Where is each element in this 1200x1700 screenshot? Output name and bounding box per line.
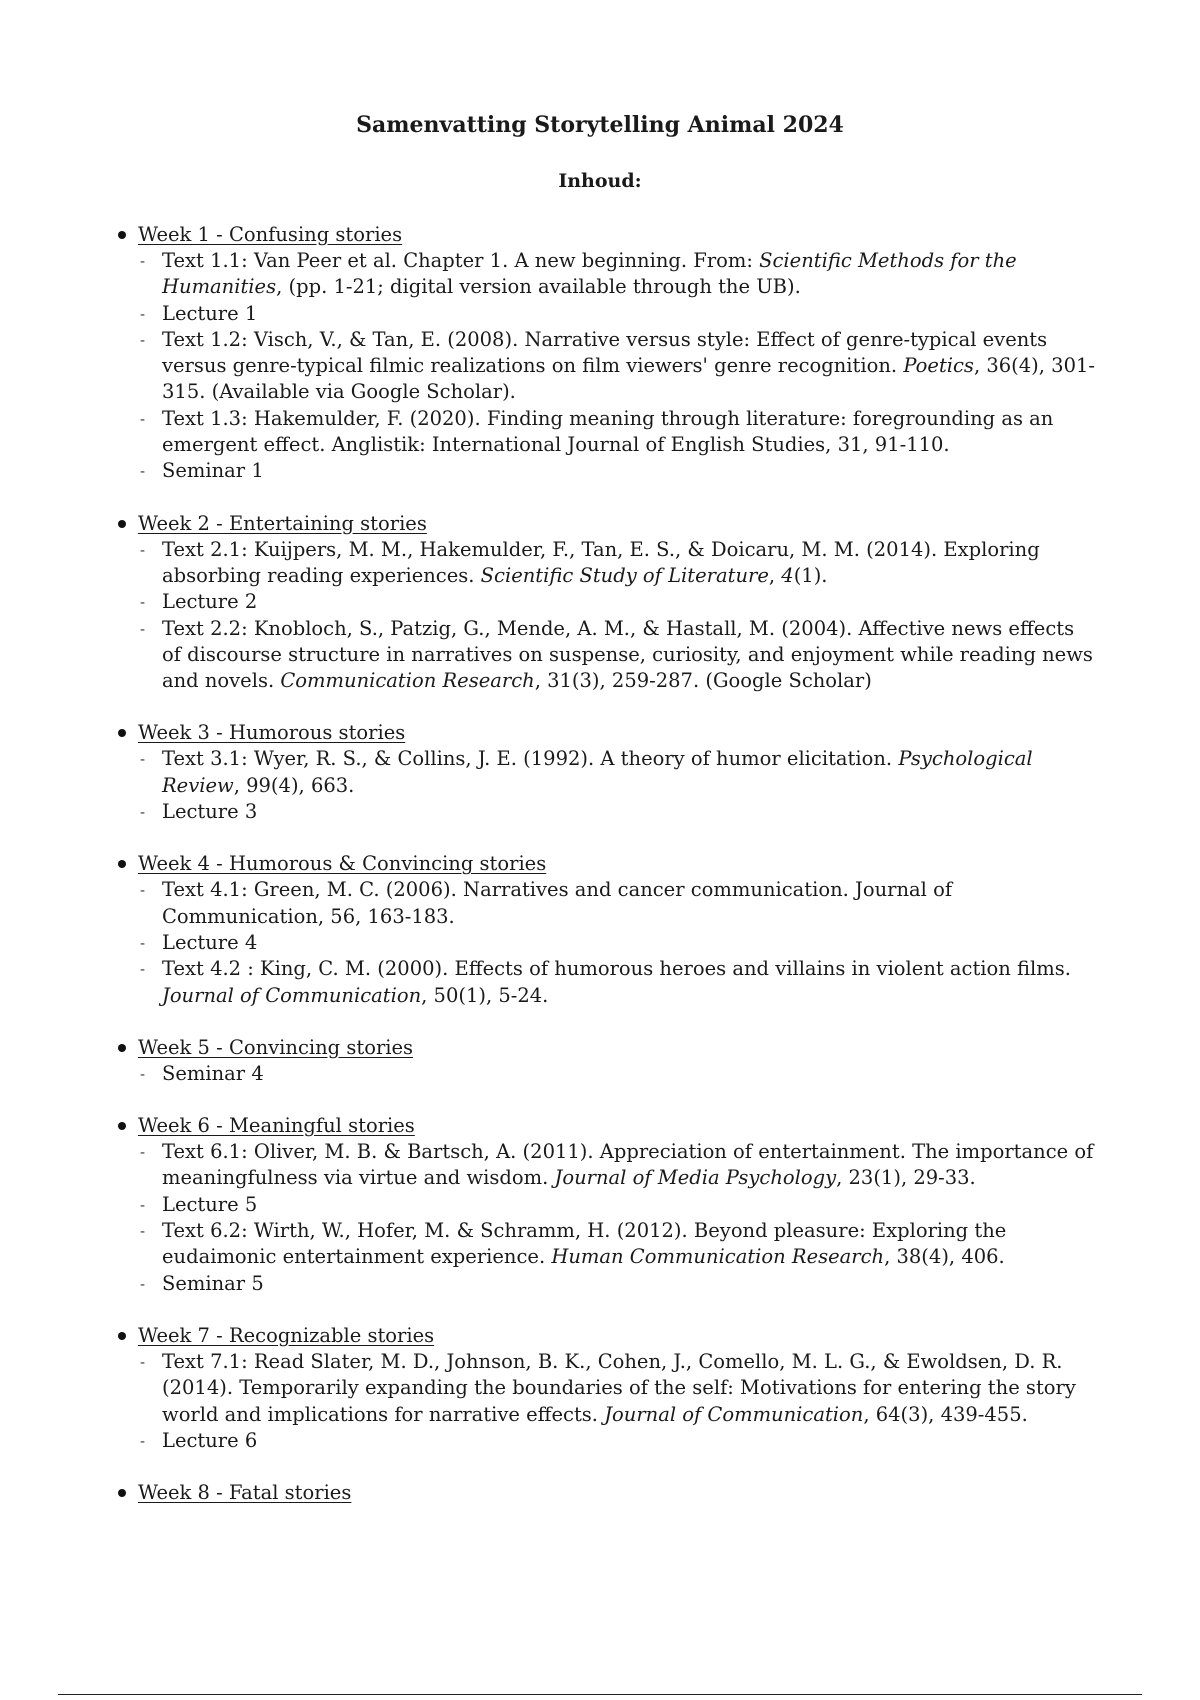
item-text: , 99(4), 663. (233, 773, 355, 797)
bullet-icon (118, 860, 126, 868)
dash-bullet-icon: - (140, 304, 146, 323)
list-item (118, 1271, 1098, 1297)
dash-bullet-icon: - (140, 1431, 146, 1450)
week-section (118, 851, 1098, 1008)
list-item (118, 1218, 1098, 1271)
list-item (118, 930, 1098, 956)
list-item (118, 248, 1098, 301)
item-text: , (pp. 1-21; digital version available through the UB). (276, 275, 801, 299)
week-heading (118, 1113, 1098, 1139)
dash-bullet-icon: - (140, 1274, 146, 1293)
italic-title: Journal of Media Psychology (554, 1166, 837, 1190)
list-item (118, 956, 1098, 1009)
table-of-contents (118, 222, 1098, 1532)
week-items (118, 537, 1098, 695)
dash-bullet-icon: - (140, 252, 146, 270)
week-link[interactable]: Week 5 - Convincing stories (138, 1035, 414, 1059)
italic-title: Journal of Communication (604, 1402, 864, 1426)
item-text: Lecture 3 (162, 800, 258, 824)
week-link[interactable]: Week 8 - Fatal stories (138, 1481, 352, 1505)
item-text: , (768, 563, 782, 587)
list-item (118, 799, 1098, 825)
item-text: Text 1.2: Visch, V., & Tan, E. (2008). Narrative versus style: Effect of genre-typical events versus genre-typical filmic realizations on film viewers' genre recognition. (162, 327, 1048, 378)
bullet-icon (118, 1122, 126, 1130)
week-link[interactable]: Week 6 - Meaningful stories (138, 1114, 415, 1138)
dash-bullet-icon: - (140, 803, 146, 822)
week-section (118, 511, 1098, 695)
italic-title: Scientific Study of Literature (480, 563, 769, 587)
item-text: Lecture 5 (162, 1192, 258, 1216)
item-text: Text 7.1: Read Slater, M. D., Johnson, B. K., Cohen, J., Comello, M. L. G., & Ewoldsen, D. R. (2014). Temporarily expanding the boundaries of the self: Motivations for entering the story world and implications for narrative effects. (162, 1349, 1076, 1426)
week-section (118, 222, 1098, 485)
dash-bullet-icon: - (140, 881, 146, 900)
week-section (118, 1035, 1098, 1087)
dash-bullet-icon: - (140, 619, 146, 638)
item-text: Text 4.2 : King, C. M. (2000). Effects of humorous heroes and villains in violent action films. (162, 957, 1071, 981)
item-text: Text 1.1: Van Peer et al. Chapter 1. A new beginning. From: (162, 249, 760, 272)
week-section (118, 1113, 1098, 1297)
italic-title: Scientific Methods for the Humanities (162, 249, 1017, 299)
list-item (118, 1139, 1098, 1192)
item-text: , 36(4), 301-315. (Available via Google Scholar). (162, 354, 1095, 404)
italic-title: 4 (781, 563, 794, 587)
dash-bullet-icon: - (140, 1222, 146, 1241)
item-text: , 23(1), 29-33. (836, 1166, 976, 1190)
week-items (118, 746, 1098, 825)
item-text: Text 6.2: Wirth, W., Hofer, M. & Schramm, H. (2012). Beyond pleasure: Exploring the eudaimonic entertainment experience. (162, 1219, 1007, 1269)
bullet-icon (118, 1332, 126, 1340)
item-text: Text 6.1: Oliver, M. B. & Bartsch, A. (2011). Appreciation of entertainment. The importance of meaningfulness via virtue and wisdom. (162, 1140, 1094, 1190)
item-text: , 38(4), 406. (884, 1245, 1005, 1269)
dash-bullet-icon: - (140, 462, 146, 481)
week-heading (118, 851, 1098, 877)
list-item (118, 746, 1098, 799)
week-link[interactable]: Week 4 - Humorous & Convincing stories (138, 852, 547, 876)
dash-bullet-icon: - (140, 330, 146, 349)
dash-bullet-icon: - (140, 933, 146, 952)
bullet-icon (118, 231, 126, 239)
week-section (118, 1480, 1098, 1506)
dash-bullet-icon: - (140, 1352, 146, 1371)
item-text: , 50(1), 5-24. (421, 983, 549, 1007)
item-text: , 64(3), 439-455. (863, 1402, 1028, 1426)
week-items (118, 877, 1098, 1008)
item-text: Lecture 4 (162, 930, 258, 954)
list-item (118, 1192, 1098, 1218)
list-item (118, 1349, 1098, 1428)
dash-bullet-icon: - (140, 1064, 146, 1083)
list-item (118, 537, 1098, 590)
dash-bullet-icon: - (140, 1195, 146, 1214)
list-item (118, 301, 1098, 327)
dash-bullet-icon: - (140, 750, 146, 769)
item-text: Text 4.1: Green, M. C. (2006). Narratives and cancer communication. Journal of Communication, 56, 163-183. (162, 878, 953, 928)
week-link[interactable]: Week 2 - Entertaining stories (138, 511, 427, 535)
page-title: Samenvatting Storytelling Animal 2024 (356, 112, 844, 138)
italic-title: Communication Research (280, 669, 535, 693)
week-section (118, 720, 1098, 825)
item-text: Lecture 2 (162, 590, 258, 614)
bullet-icon (118, 520, 126, 528)
week-section (118, 1323, 1098, 1454)
item-text: Lecture 6 (162, 1428, 258, 1452)
item-text: Lecture 1 (162, 301, 258, 325)
week-items (118, 248, 1098, 485)
italic-title: Human Communication Research (551, 1245, 885, 1269)
italic-title: Journal of Communication (162, 983, 422, 1007)
week-link[interactable]: Week 1 - Confusing stories (138, 223, 403, 246)
dash-bullet-icon: - (140, 960, 146, 979)
dash-bullet-icon: - (140, 409, 146, 428)
dash-bullet-icon: - (140, 540, 146, 559)
week-heading (118, 1035, 1098, 1061)
week-heading (118, 1480, 1098, 1506)
list-item (118, 327, 1098, 406)
item-text: Text 2.2: Knobloch, S., Patzig, G., Mende, A. M., & Hastall, M. (2004). Affective news effects of discourse structure in narratives on suspense, curiosity, and enjoyment while reading news and novels. (162, 616, 1093, 693)
list-item (118, 877, 1098, 930)
dash-bullet-icon: - (140, 1143, 146, 1162)
week-heading (118, 511, 1098, 537)
list-item (118, 589, 1098, 615)
contents-heading: Inhoud: (558, 170, 642, 192)
week-items (118, 1061, 1098, 1087)
bullet-icon (118, 1044, 126, 1052)
item-text: Seminar 1 (162, 459, 264, 483)
item-text: Text 2.1: Kuijpers, M. M., Hakemulder, F., Tan, E. S., & Doicaru, M. M. (2014). Exploring absorbing reading experiences. (162, 537, 1040, 587)
bullet-icon (118, 1489, 126, 1497)
list-item (118, 1428, 1098, 1454)
item-text: Seminar 5 (162, 1271, 264, 1295)
item-text: (1). (793, 563, 828, 587)
list-item (118, 458, 1098, 484)
bullet-icon (118, 729, 126, 737)
item-text: Text 3.1: Wyer, R. S., & Collins, J. E. (1992). A theory of humor elicitation. (162, 747, 899, 771)
item-text: , 31(3), 259-287. (Google Scholar) (534, 669, 872, 693)
list-item (118, 406, 1098, 459)
week-heading (118, 1323, 1098, 1349)
week-heading (118, 720, 1098, 746)
list-item (118, 1061, 1098, 1087)
italic-title: Psychological Review (162, 747, 1033, 797)
list-item (118, 616, 1098, 695)
week-items (118, 1349, 1098, 1454)
item-text: Text 1.3: Hakemulder, F. (2020). Finding meaning through literature: foregrounding as an emergent effect. Anglistik: International Journal of English Studies, 31, 91-110. (162, 406, 1054, 457)
week-items (118, 1139, 1098, 1297)
week-link[interactable]: Week 7 - Recognizable stories (138, 1323, 435, 1347)
week-heading (118, 222, 1098, 248)
item-text: Seminar 4 (162, 1061, 264, 1085)
footer-divider (58, 1694, 1142, 1695)
dash-bullet-icon: - (140, 593, 146, 612)
week-link[interactable]: Week 3 - Humorous stories (138, 721, 406, 745)
italic-title: Poetics (903, 354, 974, 378)
